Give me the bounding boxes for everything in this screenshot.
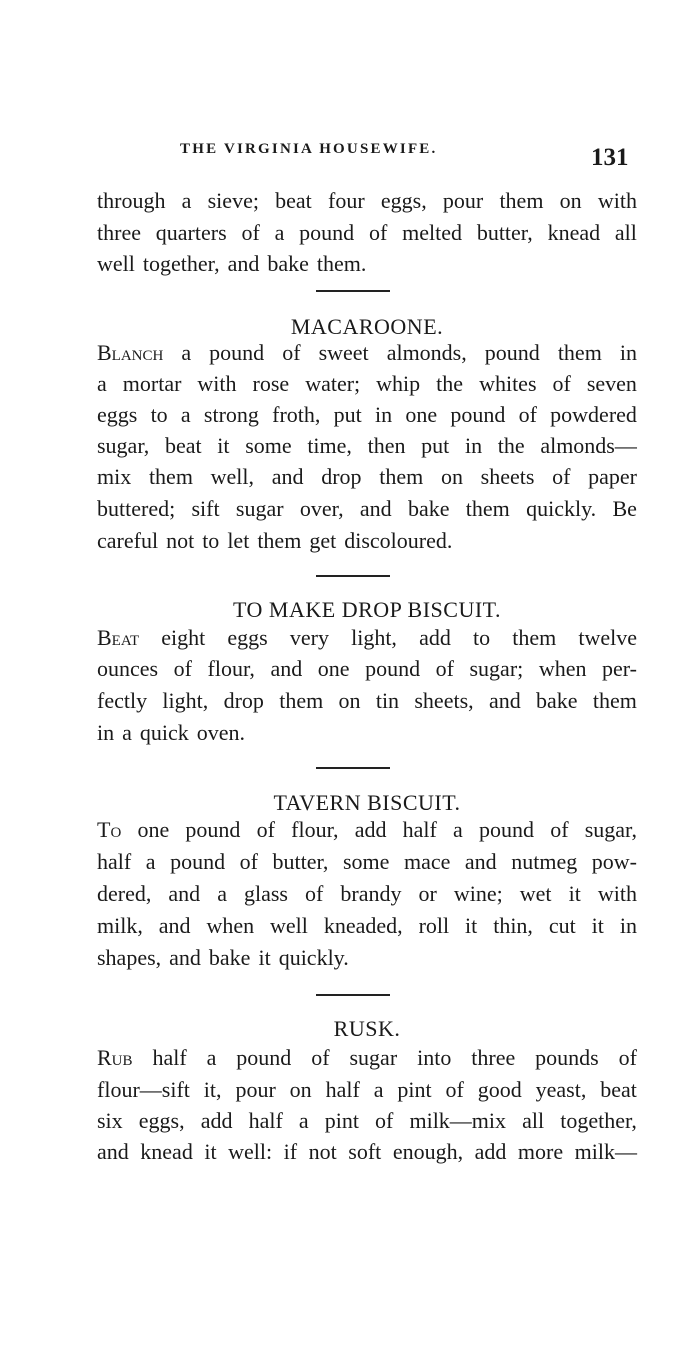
- word: add: [200, 1108, 233, 1133]
- word: pound: [209, 340, 265, 365]
- word: and: [359, 496, 392, 521]
- text-line: [97, 688, 637, 714]
- word: a: [97, 371, 107, 396]
- word: the: [436, 371, 464, 396]
- word: brandy: [340, 881, 402, 906]
- word: of: [445, 1077, 464, 1102]
- word: well: [97, 251, 135, 276]
- word: if: [283, 1139, 298, 1164]
- word: flour,: [207, 656, 255, 681]
- word: over,: [299, 496, 344, 521]
- page-number: 131: [591, 144, 629, 171]
- word: a: [180, 402, 191, 427]
- word: bake: [208, 945, 251, 970]
- text-line: [97, 1045, 637, 1071]
- word: on: [559, 188, 582, 213]
- word: three: [471, 1045, 516, 1070]
- word: in: [619, 913, 637, 938]
- section-divider: [316, 575, 390, 577]
- word: on: [289, 1077, 312, 1102]
- word: quarters: [155, 220, 227, 245]
- word: and: [158, 913, 191, 938]
- word: with: [597, 881, 637, 906]
- word: pow-: [591, 849, 637, 874]
- word: half: [248, 1108, 283, 1133]
- word: sweet: [318, 340, 369, 365]
- word: it: [217, 433, 230, 458]
- text-line: [97, 817, 637, 843]
- word: good: [477, 1077, 522, 1102]
- word: half: [325, 1077, 360, 1102]
- word: of: [256, 817, 275, 842]
- word: with: [197, 371, 237, 396]
- word: kneaded,: [323, 913, 403, 938]
- word: together,: [560, 1108, 637, 1133]
- lead-word: Rub: [97, 1045, 133, 1070]
- text-line: [97, 1139, 637, 1165]
- word: and: [168, 881, 201, 906]
- word: and: [488, 688, 521, 713]
- text-line: [97, 945, 637, 971]
- word: sheets,: [414, 688, 474, 713]
- word: a: [373, 1077, 384, 1102]
- word: them: [279, 688, 324, 713]
- word: mix: [97, 464, 132, 489]
- word: half: [97, 849, 132, 874]
- word: half: [152, 1045, 187, 1070]
- word: bake: [407, 496, 450, 521]
- word: of: [241, 220, 260, 245]
- word: get: [309, 528, 337, 553]
- word: a: [453, 817, 463, 842]
- word: tin: [375, 688, 400, 713]
- word: a: [181, 340, 192, 365]
- word: beat: [275, 188, 312, 213]
- word: them: [148, 464, 193, 489]
- word: of: [550, 817, 569, 842]
- word: buttered;: [97, 496, 176, 521]
- word: half: [402, 817, 437, 842]
- word: all: [522, 1108, 545, 1133]
- word: whites: [479, 371, 537, 396]
- word: eggs,: [380, 188, 427, 213]
- text-line: [97, 340, 637, 366]
- word: quickly.: [278, 945, 349, 970]
- word: per-: [602, 656, 637, 681]
- word: one: [317, 656, 350, 681]
- word: them.: [316, 251, 367, 276]
- word: well:: [228, 1139, 273, 1164]
- word: of: [435, 656, 454, 681]
- word: sugar: [349, 1045, 398, 1070]
- word: well: [270, 913, 308, 938]
- word: of: [368, 220, 388, 245]
- word: of: [311, 1045, 330, 1070]
- section-divider: [316, 994, 390, 996]
- word: milk,: [97, 913, 143, 938]
- text-line: [97, 528, 637, 554]
- text-line: [97, 1077, 637, 1103]
- word: when: [206, 913, 255, 938]
- word: to: [150, 402, 168, 427]
- word: melted: [402, 220, 462, 245]
- word: knead: [140, 1139, 193, 1164]
- word: and: [464, 849, 497, 874]
- word: paper: [588, 464, 637, 489]
- word: and: [270, 656, 303, 681]
- word: yeast,: [535, 1077, 587, 1102]
- word: pour: [235, 1077, 276, 1102]
- word: wet: [519, 881, 552, 906]
- text-line: [97, 433, 637, 459]
- word: put: [421, 433, 450, 458]
- section-divider: [316, 290, 390, 292]
- word: a: [181, 188, 192, 213]
- word: into: [417, 1045, 452, 1070]
- word: all: [614, 220, 637, 245]
- word: flour—sift: [97, 1077, 190, 1102]
- word: of: [618, 1045, 637, 1070]
- word: ounces: [97, 656, 159, 681]
- word: on: [440, 464, 463, 489]
- text-line: [97, 464, 637, 490]
- word: and: [97, 1139, 129, 1164]
- word: put: [333, 402, 362, 427]
- word: eight: [161, 625, 206, 650]
- word: not: [308, 1139, 337, 1164]
- word: shapes,: [97, 945, 162, 970]
- text-line: [97, 496, 637, 522]
- word: them: [557, 340, 602, 365]
- word: twelve: [578, 625, 637, 650]
- word: butter,: [272, 849, 329, 874]
- word: light,: [351, 625, 397, 650]
- word: water;: [305, 371, 361, 396]
- word: sheets: [480, 464, 535, 489]
- word: butter,: [476, 220, 533, 245]
- word: oven.: [196, 720, 246, 745]
- text-line: [97, 656, 637, 682]
- word: add: [354, 817, 387, 842]
- word: let: [227, 528, 250, 553]
- word: pint: [397, 1077, 432, 1102]
- text-line: [97, 371, 637, 397]
- word: roll: [418, 913, 450, 938]
- word: of: [375, 1108, 394, 1133]
- text-line: [97, 251, 637, 277]
- word: eggs: [97, 402, 138, 427]
- word: and: [227, 251, 260, 276]
- word: them: [512, 625, 557, 650]
- word: three: [97, 220, 141, 245]
- word: some: [342, 849, 390, 874]
- word: seven: [586, 371, 637, 396]
- word: six: [97, 1108, 123, 1133]
- word: cut: [548, 913, 576, 938]
- word: of: [305, 881, 324, 906]
- word: sugar: [235, 496, 284, 521]
- word: pint: [324, 1108, 359, 1133]
- running-title: THE VIRGINIA HOUSEWIFE.: [180, 141, 438, 157]
- word: bake: [536, 688, 578, 713]
- word: pour: [442, 188, 484, 213]
- word: them: [499, 188, 544, 213]
- word: pound: [450, 402, 506, 427]
- word: to: [202, 528, 220, 553]
- section-divider: [316, 767, 390, 769]
- word: discoloured.: [344, 528, 453, 553]
- word: wine;: [453, 881, 503, 906]
- word: in: [97, 720, 115, 745]
- text-line: [97, 881, 637, 907]
- word: it: [465, 913, 478, 938]
- word: on: [338, 688, 361, 713]
- word: sieve;: [207, 188, 259, 213]
- word: Be: [612, 496, 637, 521]
- word: powdered: [550, 402, 637, 427]
- word: pound: [479, 817, 534, 842]
- word: whip: [376, 371, 421, 396]
- word: froth,: [272, 402, 321, 427]
- word: very: [289, 625, 329, 650]
- word: eggs: [227, 625, 268, 650]
- text-line: [97, 625, 637, 651]
- word: a: [122, 720, 132, 745]
- word: a: [217, 881, 227, 906]
- word: more: [517, 1139, 564, 1164]
- word: in: [375, 402, 393, 427]
- word: in: [464, 433, 483, 458]
- word: four: [328, 188, 365, 213]
- word: enough,: [392, 1139, 464, 1164]
- word: them: [592, 688, 637, 713]
- word: it: [258, 945, 271, 970]
- word: pound: [484, 340, 540, 365]
- word: quickly.: [526, 496, 597, 521]
- word: one: [137, 817, 170, 842]
- word: a: [145, 849, 156, 874]
- word: and: [271, 464, 304, 489]
- word: glass: [243, 881, 288, 906]
- text-line: [97, 1108, 637, 1134]
- word: it: [204, 1139, 217, 1164]
- text-line: [97, 220, 637, 246]
- word: pound: [170, 849, 226, 874]
- word: beat: [600, 1077, 637, 1102]
- word: the: [497, 433, 525, 458]
- word: some: [245, 433, 292, 458]
- recipe-title: TAVERN BISCUIT.: [273, 790, 461, 815]
- lead-word: To: [97, 817, 122, 842]
- word: rose: [252, 371, 290, 396]
- word: careful: [97, 528, 159, 553]
- word: of: [282, 340, 301, 365]
- word: sift: [191, 496, 220, 521]
- word: it: [591, 913, 604, 938]
- word: pounds: [535, 1045, 599, 1070]
- word: pound: [365, 656, 421, 681]
- lead-word: Blanch: [97, 340, 164, 365]
- text-line: [97, 849, 637, 875]
- word: mortar: [122, 371, 182, 396]
- word: flour,: [291, 817, 339, 842]
- word: bake: [267, 251, 309, 276]
- word: in: [619, 340, 637, 365]
- word: them: [257, 528, 302, 553]
- word: through: [97, 188, 166, 213]
- word: well,: [210, 464, 255, 489]
- word: strong: [203, 402, 259, 427]
- word: when: [538, 656, 587, 681]
- word: time,: [307, 433, 352, 458]
- word: one: [405, 402, 438, 427]
- word: almonds,: [386, 340, 467, 365]
- word: nutmeg: [511, 849, 578, 874]
- word: together,: [142, 251, 220, 276]
- word: then: [367, 433, 406, 458]
- word: milk—: [574, 1139, 637, 1164]
- word: sugar,: [584, 817, 637, 842]
- word: pound: [299, 220, 355, 245]
- word: knead: [547, 220, 601, 245]
- word: beat: [164, 433, 202, 458]
- word: them: [465, 496, 510, 521]
- word: and: [169, 945, 201, 970]
- word: them: [379, 464, 424, 489]
- lead-word: Beat: [97, 625, 140, 650]
- word: almonds—: [540, 433, 637, 458]
- word: quick: [139, 720, 189, 745]
- recipe-title: MACAROONE.: [290, 314, 444, 339]
- word: of: [552, 371, 571, 396]
- text-line: [97, 720, 637, 746]
- word: sugar,: [97, 433, 150, 458]
- word: not: [166, 528, 195, 553]
- word: pound: [236, 1045, 292, 1070]
- word: dered,: [97, 881, 152, 906]
- word: it,: [203, 1077, 222, 1102]
- word: add: [419, 625, 451, 650]
- word: mace: [403, 849, 451, 874]
- word: a: [298, 1108, 309, 1133]
- recipe-title: RUSK.: [333, 1016, 401, 1041]
- word: of: [552, 464, 571, 489]
- word: light,: [162, 688, 209, 713]
- recipe-title: TO MAKE DROP BISCUIT.: [232, 597, 501, 622]
- word: with: [597, 188, 637, 213]
- word: drop: [223, 688, 264, 713]
- word: it: [568, 881, 581, 906]
- word: milk—mix: [409, 1108, 507, 1133]
- word: thin,: [493, 913, 533, 938]
- word: eggs,: [138, 1108, 185, 1133]
- word: pound: [185, 817, 241, 842]
- word: soft: [348, 1139, 382, 1164]
- word: add: [474, 1139, 507, 1164]
- text-line: [97, 188, 637, 214]
- word: of: [173, 656, 192, 681]
- word: of: [239, 849, 258, 874]
- word: drop: [321, 464, 362, 489]
- word: or: [418, 881, 437, 906]
- word: a: [206, 1045, 217, 1070]
- text-line: [97, 913, 637, 939]
- word: to: [472, 625, 491, 650]
- word: sugar;: [469, 656, 524, 681]
- text-line: [97, 402, 637, 428]
- word: a: [274, 220, 285, 245]
- word: fectly: [97, 688, 148, 713]
- word: of: [518, 402, 537, 427]
